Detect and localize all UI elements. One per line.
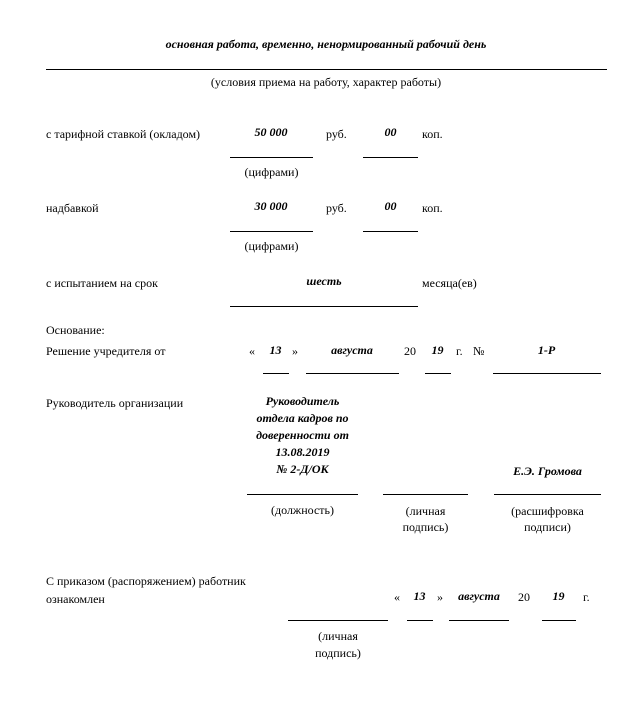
work-conditions-underline	[46, 69, 607, 70]
basis-year-prefix: 20	[404, 344, 416, 358]
head-position-line: отдела кадров по	[256, 411, 349, 425]
bonus-rub-value: 30 000	[254, 199, 288, 213]
head-decoding-caption-line: (расшифровка	[511, 504, 584, 518]
salary-label: с тарифной ставкой (окладом)	[46, 127, 201, 141]
salary-rub-value: 50 000	[254, 125, 288, 139]
basis-number: 1-Р	[537, 343, 556, 357]
probation-unit: месяца(ев)	[422, 276, 477, 290]
head-position-caption: (должность)	[271, 503, 334, 517]
ack-signature-caption	[288, 628, 388, 662]
basis-year: 19	[431, 343, 444, 357]
bonus-rub-unit: руб.	[326, 201, 347, 215]
ack-signature-underline	[288, 620, 388, 621]
ack-day: 13	[413, 589, 426, 603]
bonus-caption: (цифрами)	[244, 239, 299, 253]
ack-day-underline	[407, 620, 433, 621]
head-signature-decoded: Е.Э. Громова	[513, 464, 582, 478]
head-decoding-underline	[494, 494, 601, 495]
basis-quote-open: «	[249, 344, 255, 358]
ack-month: августа	[458, 589, 500, 603]
bonus-kop-unit: коп.	[422, 201, 443, 215]
ack-label-line: ознакомлен	[46, 592, 105, 606]
head-position-line: Руководитель	[265, 394, 340, 408]
bonus-label: надбавкой	[46, 201, 99, 215]
head-position-line: № 2-Д/ОК	[276, 462, 329, 476]
basis-month: августа	[331, 343, 373, 357]
head-signature-underline	[383, 494, 468, 495]
head-position-value	[240, 393, 365, 478]
head-label: Руководитель организации	[46, 396, 184, 410]
ack-year: 19	[552, 589, 565, 603]
head-signature-caption	[383, 503, 468, 535]
head-position-line: 13.08.2019	[275, 445, 330, 459]
ack-month-underline	[449, 620, 509, 621]
ack-year-suffix: г.	[583, 590, 590, 604]
basis-quote-close: »	[292, 344, 298, 358]
basis-heading: Основание:	[46, 323, 105, 337]
basis-year-underline	[425, 373, 451, 374]
salary-kop-value: 00	[384, 125, 397, 139]
ack-quote-open: «	[394, 590, 400, 604]
head-decoding-caption-line: подписи)	[524, 520, 571, 534]
bonus-rub-underline	[230, 231, 313, 232]
basis-label: Решение учредителя от	[46, 344, 166, 358]
ack-label	[46, 572, 246, 608]
salary-rub-unit: руб.	[326, 127, 347, 141]
ack-signature-caption-line: подпись)	[315, 646, 361, 660]
basis-number-underline	[493, 373, 601, 374]
basis-day: 13	[269, 343, 282, 357]
ack-year-prefix: 20	[518, 590, 530, 604]
probation-underline	[230, 306, 418, 307]
work-conditions-value: основная работа, временно, ненормированный рабочий день	[165, 37, 487, 51]
work-conditions-caption: (условия приема на работу, характер работы)	[210, 75, 442, 89]
head-signature-caption-line: (личная	[405, 504, 446, 518]
ack-quote-close: »	[437, 590, 443, 604]
bonus-kop-underline	[363, 231, 418, 232]
ack-signature-caption-line: (личная	[318, 629, 358, 643]
basis-number-sign: №	[473, 344, 485, 358]
bonus-kop-value: 00	[384, 199, 397, 213]
basis-year-suffix: г.	[456, 344, 463, 358]
salary-rub-underline	[230, 157, 313, 158]
basis-month-underline	[306, 373, 399, 374]
head-signature-caption-line: подпись)	[402, 520, 449, 534]
salary-kop-underline	[363, 157, 418, 158]
head-position-line: доверенности от	[256, 428, 349, 442]
probation-value: шесть	[306, 274, 342, 288]
probation-label: с испытанием на срок	[46, 276, 158, 290]
salary-caption: (цифрами)	[244, 165, 299, 179]
basis-day-underline	[263, 373, 289, 374]
ack-label-line: С приказом (распоряжением) работник	[46, 574, 246, 588]
ack-year-underline	[542, 620, 576, 621]
head-position-underline	[247, 494, 358, 495]
head-decoding-caption	[494, 503, 601, 535]
salary-kop-unit: коп.	[422, 127, 443, 141]
